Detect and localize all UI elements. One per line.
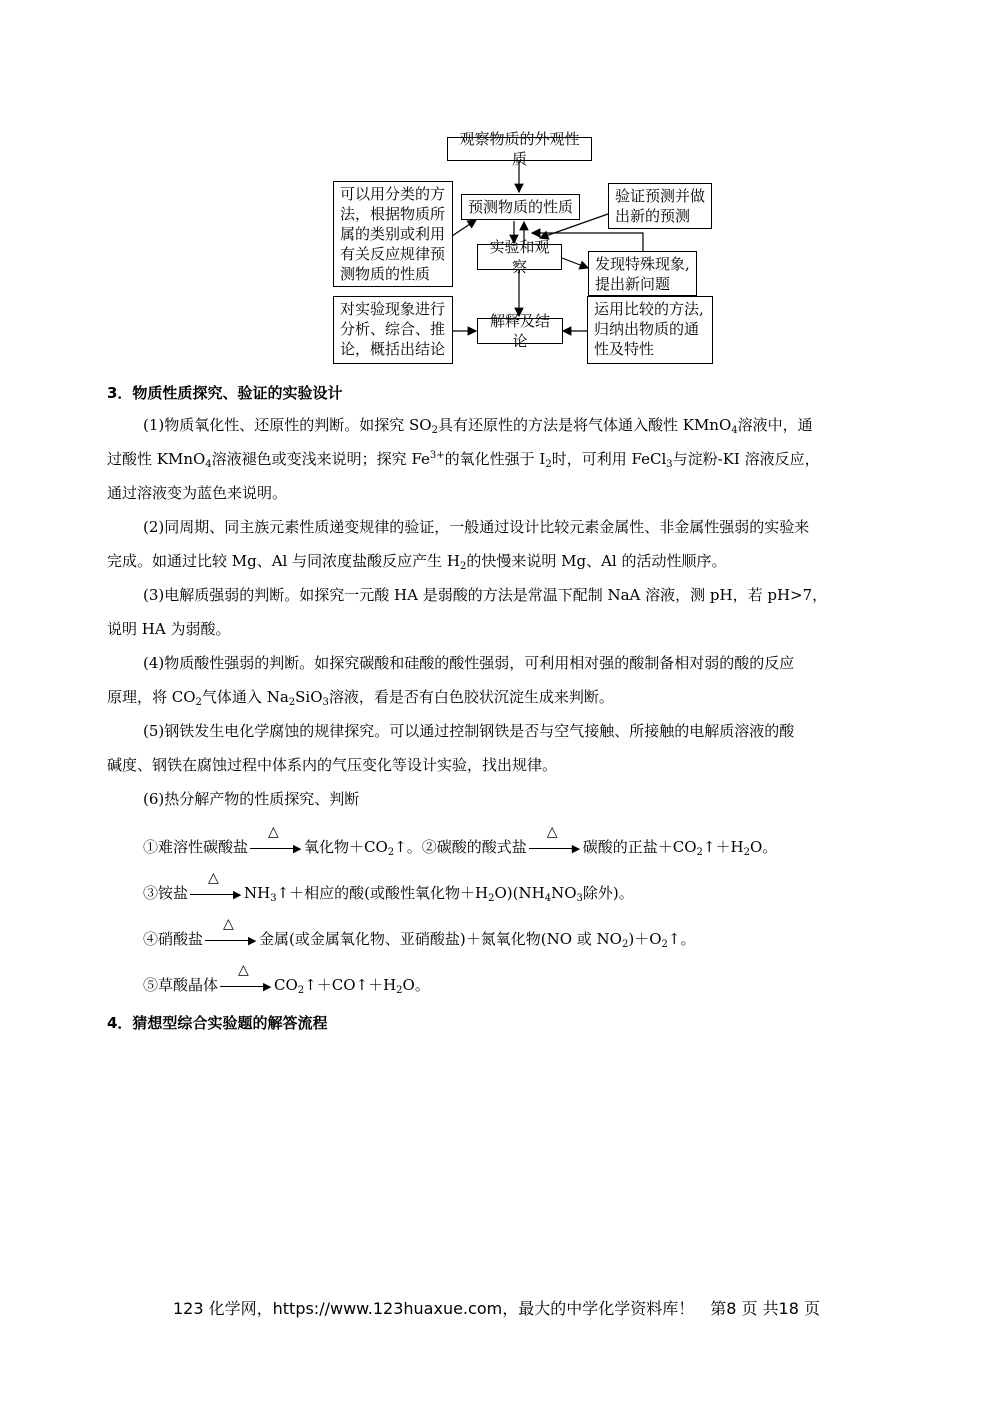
paragraph-4 <box>107 646 903 714</box>
box-analyze-line: 论，概括出结论 <box>340 340 446 358</box>
paragraph-line: 原理，将 $CO_2$气体通入 $Na_2SiO_3$溶液，看是否有白色胶状沉淀生成来判断。 <box>107 688 614 708</box>
box-conclude <box>477 312 563 350</box>
box-verify-line: 验证预测并做 <box>615 187 706 205</box>
box-experiment <box>477 238 562 276</box>
paragraph-5 <box>107 714 903 782</box>
paragraph-line: 碱度、钢铁在腐蚀过程中体系内的气压变化等设计实验，找出规律。 <box>107 756 558 774</box>
paragraph-line: (1)物质氧化性、还原性的判断。如探究 $SO_2$具有还原性的方法是将气体通入酸性 KMnO$_4$溶液中，通 <box>143 416 813 436</box>
box-compare-line: 运用比较的方法, <box>594 300 704 318</box>
box-analyze-line: 对实验现象进行 <box>340 300 446 318</box>
paragraph-line: (2)同周期、同主族元素性质递变规律的验证，一般通过设计比较元素金属性、非金属性强弱的实验来 <box>143 518 810 536</box>
box-classify-line: 有关反应规律预 <box>340 245 446 263</box>
flow-diagram <box>0 0 993 380</box>
equation-3: ④硝酸盐 △ ▶ 金属(或金属氧化物、亚硝酸盐)＋氮氧化物(NO 或 $NO_2)+O_2↑$。 <box>143 916 696 950</box>
paragraph-line: (4)物质酸性强弱的判断。如探究碳酸和硅酸的酸性强弱，可利用相对强的酸制备相对弱的酸的反应 <box>143 654 795 672</box>
box-compare <box>587 296 713 364</box>
box-discover-line: 发现特殊现象, <box>595 255 690 273</box>
paragraph-line: 说明 HA 为弱酸。 <box>107 620 231 638</box>
heat-arrow-icon: △ ▶ <box>220 976 272 996</box>
paragraph-line: (6)热分解产物的性质探究、判断 <box>143 790 360 808</box>
equation-2: ③铵盐 △ ▶ $NH_3↑+$相应的酸(或酸性氧化物$+H_2O)(NH_4NO_3$除外)。 <box>143 870 634 904</box>
box-analyze-line: 分析、综合、推 <box>340 320 446 338</box>
box-predict-text: 预测物质的性质 <box>468 198 574 216</box>
box-classify <box>333 181 453 287</box>
box-predict <box>461 194 580 220</box>
paragraph-1 <box>107 408 903 510</box>
paragraph-line: 过酸性 KMnO$_4$溶液褪色或变浅来说明；探究 $Fe^{3+}$的氧化性强于 $I_2$时，可利用 FeCl$_3$与淀粉-KI 溶液反应， <box>107 450 820 470</box>
box-classify-line: 法，根据物质所 <box>340 205 446 223</box>
equation-1: ①难溶性碳酸盐 △ ▶ 氧化物$+CO_2↑$。②碳酸的酸式盐 △ ▶ 碳酸的正盐$+CO_2↑+H_2O$。 <box>143 824 778 858</box>
box-experiment-text: 实验和观察 <box>489 238 550 276</box>
heat-arrow-icon: △ ▶ <box>250 838 302 858</box>
box-compare-line: 性及特性 <box>594 340 655 358</box>
paragraph-line: (5)钢铁发生电化学腐蚀的规律探究。可以通过控制钢铁是否与空气接触、所接触的电解质溶液的酸 <box>143 722 795 740</box>
box-conclude-text: 解释及结论 <box>489 312 550 350</box>
paragraph-line: 通过溶液变为蓝色来说明。 <box>107 484 288 502</box>
heat-arrow-icon: △ ▶ <box>529 838 581 858</box>
equation-4: ⑤草酸晶体 △ ▶ $CO_2↑+CO↑+H_2O$。 <box>143 962 430 996</box>
box-discover <box>588 251 697 296</box>
box-verify <box>608 183 712 229</box>
paragraph-line: 完成。如通过比较 Mg、Al 与同浓度盐酸反应产生 $H_2$的快慢来说明 Mg、Al 的活动性顺序。 <box>107 552 727 572</box>
box-classify-line: 测物质的性质 <box>340 265 431 283</box>
box-compare-line: 归纳出物质的通 <box>594 320 700 338</box>
box-discover-line: 提出新问题 <box>595 275 671 293</box>
box-observe-text: 观察物质的外观性质 <box>459 130 580 168</box>
box-observe <box>447 130 592 168</box>
box-classify-line: 属的类别或利用 <box>340 225 446 243</box>
heat-arrow-icon: △ ▶ <box>205 930 257 950</box>
section-3-heading: 3．物质性质探究、验证的实验设计 <box>107 384 343 402</box>
paragraph-6 <box>107 782 903 816</box>
box-classify-line: 可以用分类的方 <box>340 185 446 203</box>
box-verify-line: 出新的预测 <box>615 207 691 225</box>
page-footer: 123 化学网，https://www.123huaxue.com，最大的中学化学资料库！ 第8 页 共18 页 <box>173 1299 820 1318</box>
paragraph-line: (3)电解质强弱的判断。如探究一元酸 HA 是弱酸的方法是常温下配制 NaA 溶液，测 pH，若 pH>7， <box>143 586 828 604</box>
section-4-heading: 4．猜想型综合实验题的解答流程 <box>107 1014 328 1032</box>
paragraph-2 <box>107 510 903 578</box>
box-analyze <box>333 296 453 364</box>
paragraph-3 <box>107 578 903 646</box>
heat-arrow-icon: △ ▶ <box>190 884 242 904</box>
